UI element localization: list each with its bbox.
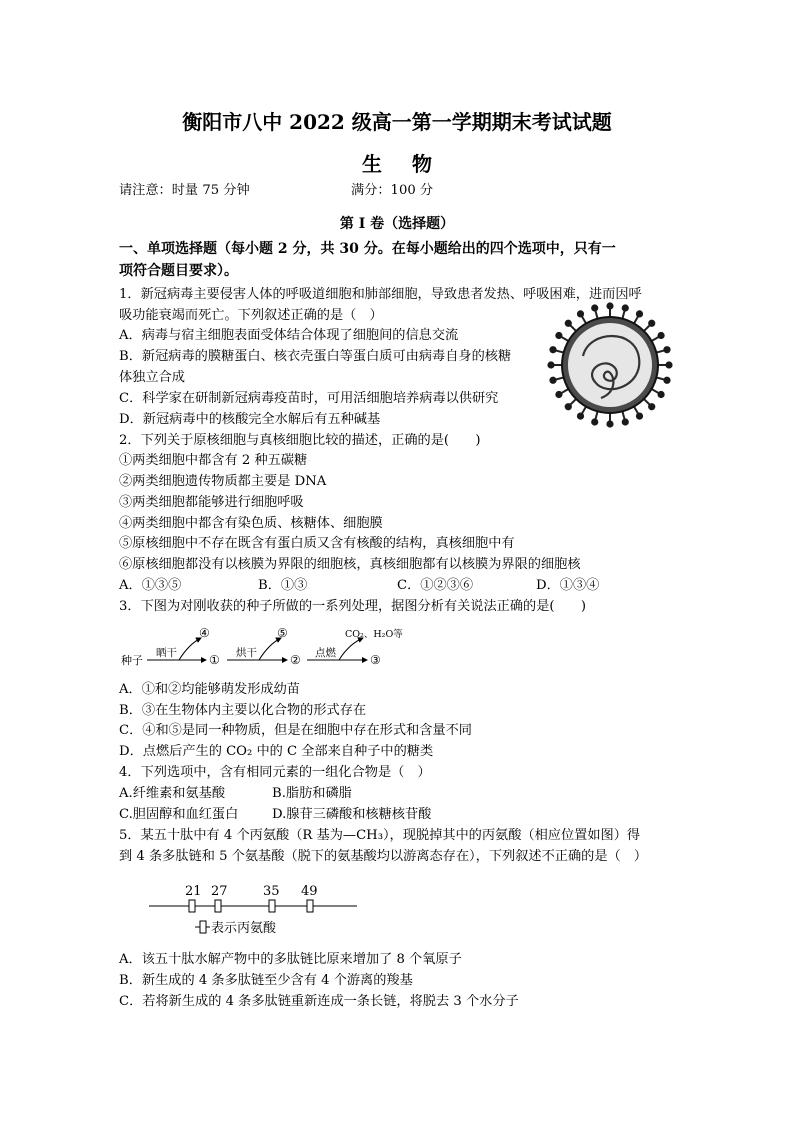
q4-option-b: B.脂肪和磷脂	[272, 786, 352, 801]
q4-option-a: A.纤维素和氨基酸	[119, 786, 226, 801]
spike-head	[555, 332, 562, 339]
notice-score: 满分：100 分	[351, 183, 434, 198]
section-heading: 第 I 卷（选择题）	[339, 216, 455, 232]
q3-option-c: C．④和⑤是同一种物质，但是在细胞中存在形式和含量不同	[119, 723, 472, 738]
instructions-line-2: 项符合题目要求）。	[119, 263, 238, 279]
q5-option-a: A．该五十肽水解产物中的多肽链比原来增加了 8 个氧原子	[119, 952, 462, 967]
q4-option-d: D.腺苷三磷酸和核糖核苷酸	[272, 807, 432, 822]
position-35: 35	[263, 884, 280, 899]
position-27: 27	[211, 884, 228, 899]
q2-option-b: B．①③	[258, 578, 308, 593]
diagram-products: CO₂、H₂O等	[345, 629, 403, 640]
spike-head	[606, 302, 613, 309]
diagram-number-4: ④	[199, 626, 210, 640]
q2-item-6: ⑥原核细胞都没有以核膜为界限的细胞核，真核细胞都有以核膜为界限的细胞核	[119, 557, 581, 572]
instructions-line-1: 一、单项选择题（每小题 2 分，共 30 分。在每小题给出的四个选项中，只有一	[119, 241, 616, 257]
spike-head	[591, 418, 598, 425]
spike-head	[577, 310, 584, 317]
q1-option-d: D．新冠病毒中的核酸完全水解后有五种碱基	[119, 412, 381, 427]
q4-stem: 4．下列选项中，含有相同元素的一组化合物是（ ）	[119, 765, 431, 780]
coronavirus-illustration	[545, 300, 675, 430]
q3-stem: 3．下图为对刚收获的种子所做的一系列处理，据图分析有关说法正确的是( )	[119, 599, 587, 614]
q5-stem-1: 5．某五十肽中有 4 个丙氨酸（R 基为—CH₃），现脱掉其中的丙氨酸（相应位置如图）得	[119, 828, 641, 843]
spike-head	[636, 412, 643, 419]
alanine-marker-35	[269, 900, 275, 912]
spike-head	[547, 361, 554, 368]
diagram-step-dry-sun: 晒干	[156, 647, 177, 659]
q5-option-c: C．若将新生成的 4 条多肽链重新连成一条长链，将脱去 3 个水分子	[119, 994, 519, 1009]
q2-item-2: ②两类细胞遗传物质都主要是 DNA	[119, 474, 327, 489]
q1-option-c: C．科学家在研制新冠病毒疫苗时，可用活细胞培养病毒以供研究	[119, 391, 499, 406]
peptide-chain-diagram	[145, 878, 365, 938]
position-49: 49	[301, 884, 318, 899]
spike-head	[663, 346, 670, 353]
q3-option-d: D．点燃后产生的 CO₂ 中的 C 全部来自种子中的糖类	[119, 744, 434, 759]
diagram-number-5: ⑤	[277, 626, 288, 640]
q2-stem: 2．下列关于原核细胞与真核细胞比较的描述，正确的是( )	[119, 433, 481, 448]
diagram-number-2: ②	[290, 653, 301, 667]
diagram-step-burn: 点燃	[315, 647, 336, 659]
q2-item-4: ④两类细胞中都含有染色质、核糖体、细胞膜	[119, 516, 383, 531]
q2-option-c: C．①②③⑥	[397, 578, 474, 593]
q2-item-1: ①两类细胞中都含有 2 种五碳糖	[119, 453, 308, 468]
spike-head	[657, 391, 664, 398]
q2-option-a: A．①③⑤	[119, 578, 182, 593]
q2-item-5: ⑤原核细胞中不存在既含有蛋白质又含有核酸的结构，真核细胞中有	[119, 536, 515, 551]
q3-option-a: A．①和②均能够萌发形成幼苗	[119, 682, 300, 697]
notice-time: 请注意：时量 75 分钟	[119, 183, 250, 198]
q4-option-c: C.胆固醇和血红蛋白	[119, 807, 239, 822]
position-21: 21	[185, 884, 202, 899]
spike-head	[577, 412, 584, 419]
alanine-marker-21	[189, 900, 195, 912]
q5-option-b: B．新生成的 4 条多肽链至少含有 4 个游离的羧基	[119, 973, 413, 988]
q1-stem-1: 1．新冠病毒主要侵害人体的呼吸道细胞和肺部细胞，导致患者发热、呼吸困难，进而因呼	[119, 287, 642, 302]
spike-head	[549, 377, 556, 384]
spike-head	[648, 320, 655, 327]
q1-option-b-1: B．新冠病毒的膜糖蛋白、核衣壳蛋白等蛋白质可由病毒自身的核糖	[119, 349, 512, 364]
seed-processing-diagram	[119, 624, 419, 672]
q2-item-3: ③两类细胞都能够进行细胞呼吸	[119, 495, 304, 510]
diagram-seed-label: 种子	[121, 654, 143, 667]
spike-head	[636, 310, 643, 317]
q5-stem-2: 到 4 条多肽链和 5 个氨基酸（脱下的氨基酸均以游离态存在），下列叙述不正确的是（ ）	[119, 849, 648, 864]
legend-label: 表示丙氨酸	[211, 921, 277, 936]
spike-head	[622, 304, 629, 311]
diagram-number-1: ①	[209, 653, 220, 667]
spike-head	[663, 377, 670, 384]
q1-option-b-2: 体独立合成	[119, 370, 185, 385]
legend-marker	[200, 921, 206, 933]
q3-option-b: B．③在生物体内主要以化合物的形式存在	[119, 703, 367, 718]
q1-option-a: A．病毒与宿主细胞表面受体结合体现了细胞间的信息交流	[119, 328, 459, 343]
spike-head	[665, 361, 672, 368]
alanine-marker-49	[307, 900, 313, 912]
q1-stem-2: 吸功能衰竭而死亡。下列叙述正确的是（ ）	[119, 308, 383, 323]
q2-option-d: D．①③④	[536, 578, 600, 593]
spike-head	[622, 418, 629, 425]
spike-head	[657, 332, 664, 339]
spike-head	[591, 304, 598, 311]
exam-title: 衡阳市八中 2022 级高一第一学期期末考试试题	[182, 110, 612, 134]
diagram-step-bake: 烘干	[236, 647, 257, 659]
diagram-number-3: ③	[370, 653, 381, 667]
spike-head	[549, 346, 556, 353]
spike-head	[648, 403, 655, 410]
spike-head	[555, 391, 562, 398]
subject-title: 生物	[362, 152, 462, 176]
spike-head	[565, 403, 572, 410]
spike-head	[606, 420, 613, 427]
spike-head	[565, 320, 572, 327]
alanine-marker-27	[215, 900, 221, 912]
